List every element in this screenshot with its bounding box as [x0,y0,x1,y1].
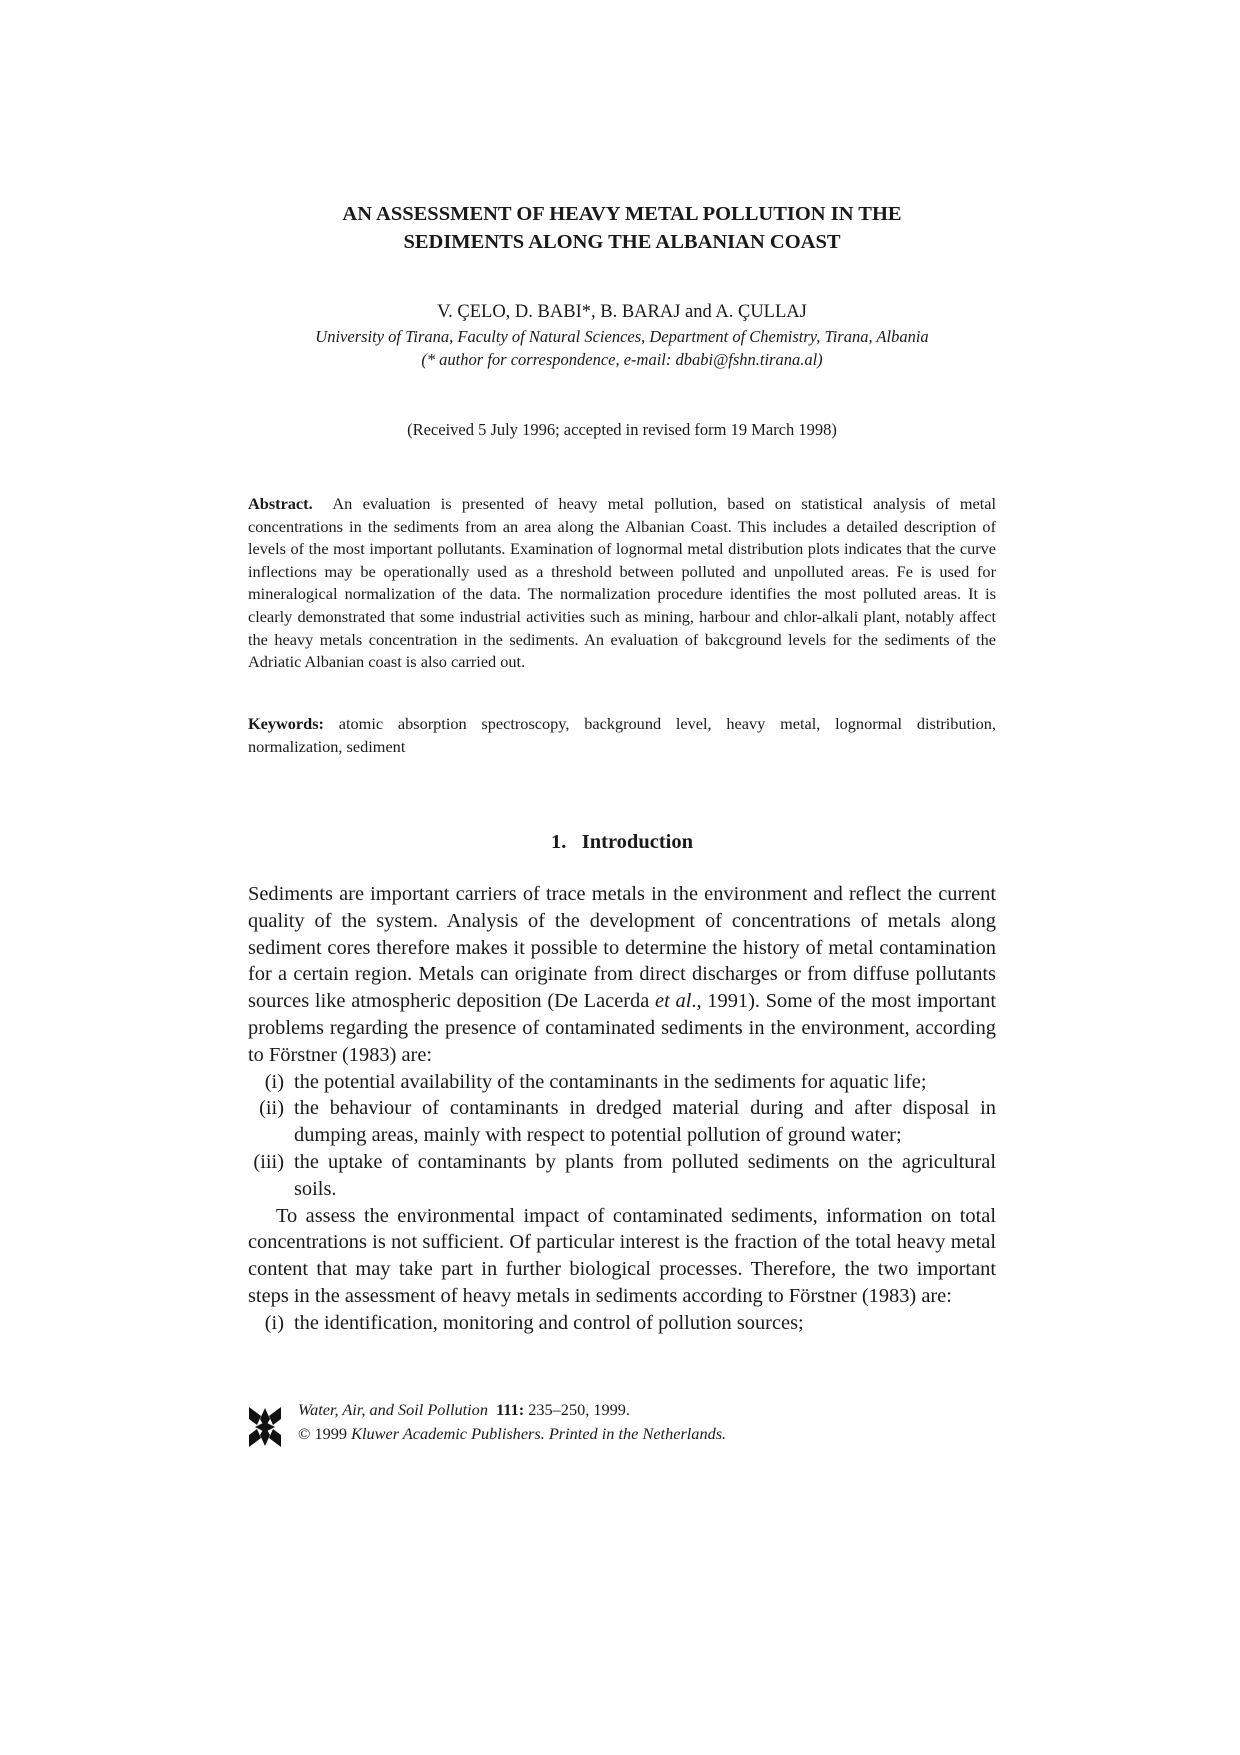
affiliation [218,325,1026,371]
affiliation-line: University of Tirana, Faculty of Natural Sciences, Department of Chemistry, Tirana, Albania [315,327,929,346]
intro-paragraph-1-end: ., 1991). Some of the most important problems regarding the presence of contaminated sediments in the environment, according to Förstner (1983) are: [248,990,996,1066]
keywords-label: Keywords: [248,714,324,733]
list-item-label: (i) [264,1311,284,1334]
journal-pages: 235–250, 1999. [528,1400,630,1419]
keywords-text: atomic absorption spectroscopy, background level, heavy metal, lognormal distribution, normalization, sediment [248,714,996,756]
list-item-label: (i) [264,1070,284,1093]
received-dates: (Received 5 July 1996; accepted in revised form 19 March 1998) [407,420,837,439]
copyright-year: © 1999 [298,1424,348,1443]
keywords [248,713,996,758]
kluwer-logo-icon [248,1404,282,1450]
paper-title [248,200,996,256]
section-number: 1. [550,831,567,853]
list-item [248,1310,996,1337]
list-item-text: the behaviour of contaminants in dredged material during and after disposal in dumping areas, mainly with respect to potential pollution of ground water; [294,1097,996,1147]
intro-paragraph-1 [248,881,996,1069]
title-line-1: AN ASSESSMENT OF HEAVY METAL POLLUTION IN THE [342,203,902,225]
intro-paragraph-1-start: Sediments are important carriers of trace metals in the environment and reflect the current quality of the system. Analysis of the development of concentrations of metals along sediment cores therefore makes it possible to determine the history of metal contamination for a certain region. Metals can originate from direct discharges or from diffuse pollutants sources like atmospheric deposition (De Lacerda [248,883,996,1013]
citation-et-al: et al [655,990,692,1013]
list-item [248,1149,996,1203]
assessment-steps-list [248,1310,996,1337]
journal-line [298,1398,726,1422]
author-list: V. ÇELO, D. BABI*, B. BARAJ and A. ÇULLAJ [437,302,807,322]
section-heading-introduction [248,829,996,855]
abstract-label: Abstract. [248,494,313,513]
problem-list [248,1069,996,1203]
correspondence-note: (* author for correspondence, e-mail: dbabi@fshn.tirana.al) [421,350,823,369]
title-line-2: SEDIMENTS ALONG THE ALBANIAN COAST [403,231,841,253]
publication-footer [248,1398,996,1454]
list-item-text: the uptake of contaminants by plants from polluted sediments on the agricultural soils. [294,1150,996,1200]
list-item-label: (iii) [253,1150,284,1173]
section-title: Introduction [581,831,693,853]
list-item-text: the potential availability of the contaminants in the sediments for aquatic life; [294,1070,927,1093]
footer-citation [298,1398,726,1446]
list-item [248,1095,996,1149]
list-item-text: the identification, monitoring and control of pollution sources; [294,1311,804,1334]
abstract-text: An evaluation is presented of heavy metal pollution, based on statistical analysis of metal concentrations in the sediments from an area along the Albanian Coast. This includes a detailed description of levels of the most important pollutants. Examination of lognormal metal distribution plots indicates that the curve inflections may be operationally used as a threshold between polluted and unpolluted areas. Fe is used for mineralogical normalization of the data. The normalization procedure identifies the most polluted areas. It is clearly demonstrated that some industrial activities such as mining, harbour and chlor-alkali plant, notably affect the heavy metals concentration in the sediments. An evaluation of bakcground levels for the sediments of the Adriatic Albanian coast is also carried out. [248,494,996,672]
copyright-line [298,1422,726,1446]
intro-paragraph-2: To assess the environmental impact of contaminated sediments, information on total concentrations is not sufficient. Of particular interest is the fraction of the total heavy metal content that may take part in further biological processes. Therefore, the two important steps in the assessment of heavy metals in sediments according to Förstner (1983) are: [248,1204,996,1307]
introduction-body [248,881,996,1337]
list-item [248,1069,996,1096]
journal-name: Water, Air, and Soil Pollution [298,1400,488,1419]
abstract [248,493,996,674]
journal-volume: 111: [496,1400,525,1419]
list-item-label: (ii) [259,1097,284,1120]
publisher-note: Kluwer Academic Publishers. Printed in the Netherlands. [351,1424,727,1443]
